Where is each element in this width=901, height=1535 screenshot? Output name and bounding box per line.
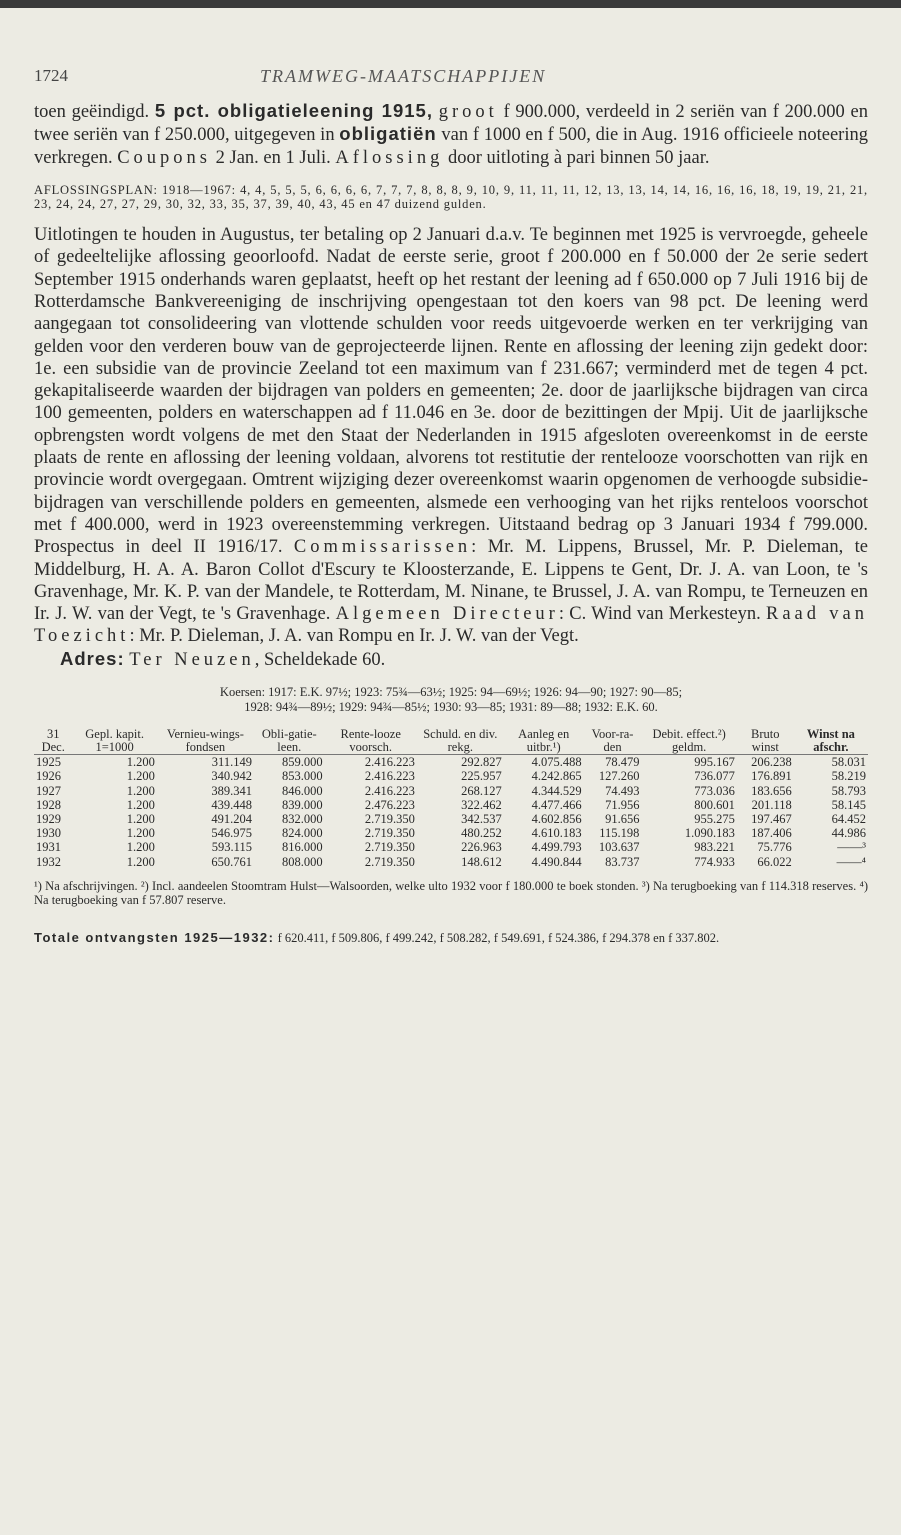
table-cell: 1928 <box>36 797 61 812</box>
table-cell: 491.204 <box>211 812 252 827</box>
adres-rest: , Scheldekade 60. <box>254 649 386 670</box>
financial-table <box>34 728 868 869</box>
table-cell: 808.000 <box>281 854 323 869</box>
table-cell: 115.198 <box>599 826 640 841</box>
totals-line <box>34 930 868 946</box>
col-header: Bruto winst <box>737 728 794 755</box>
table-cell: 176.891 <box>751 769 792 784</box>
page <box>34 64 868 959</box>
page-header <box>34 64 868 100</box>
table-cell: 1.200 <box>126 755 155 770</box>
table-cell: 955.275 <box>694 812 735 827</box>
table-cell: 268.127 <box>461 783 502 798</box>
body-paragraph <box>34 224 868 648</box>
table-cell: 1932 <box>36 854 61 869</box>
table-cell: 64.452 <box>831 812 866 827</box>
table-cell: 2.719.350 <box>364 812 415 827</box>
table-row <box>34 769 868 783</box>
table-cell: 71.956 <box>605 797 640 812</box>
table-cell: 480.252 <box>461 826 502 841</box>
directeur-label: Algemeen Directeur <box>335 604 559 625</box>
col-header: 31 Dec. <box>34 728 72 755</box>
table-cell: 4.602.856 <box>531 812 582 827</box>
table-cell: 1929 <box>36 812 61 827</box>
table-cell: 58.145 <box>831 797 866 812</box>
intro-text-9: 2 Jan. en 1 Juli. <box>211 147 336 168</box>
table-cell: 2.476.223 <box>364 797 415 812</box>
table-cell: 340.942 <box>211 769 252 784</box>
commissarissen-label: Commissarissen <box>293 537 472 558</box>
intro-groot: groot <box>438 102 498 122</box>
table-row <box>34 826 868 840</box>
koersen <box>34 685 868 714</box>
table-cell: 226.963 <box>461 840 502 855</box>
table-cell: 1931 <box>36 840 61 855</box>
table-row <box>34 798 868 812</box>
table-cell: 2.719.350 <box>364 840 415 855</box>
intro-aflossing: Aflossing <box>335 147 444 168</box>
table-cell: 206.238 <box>751 755 792 770</box>
intro-coupons: Coupons <box>117 147 212 168</box>
col-header: Aanleg en uitbr.¹) <box>504 728 584 755</box>
page-number: 1724 <box>34 66 68 85</box>
table-cell: 58.031 <box>831 755 866 770</box>
table-cell: 983.221 <box>694 840 735 855</box>
table-cell: 832.000 <box>281 812 323 827</box>
koersen-line-2: 1928: 94¾—89½; 1929: 94¾—85½; 1930: 93—85; 1931: 89—88; 1932: E.K. 60. <box>244 699 658 714</box>
table-cell: 593.115 <box>211 840 252 855</box>
body-text-7: : Mr. P. Dieleman, J. A. van Rompu en Ir. J. W. van der Vegt. <box>129 626 579 647</box>
table-cell: 322.462 <box>461 797 502 812</box>
adres-label: Adres: <box>60 647 125 669</box>
table-cell: 4.490.844 <box>531 854 582 869</box>
table-cell: 2.416.223 <box>364 783 415 798</box>
table-cell: 389.341 <box>211 783 252 798</box>
col-header: Voor-ra-den <box>584 728 642 755</box>
table-cell: 1925 <box>36 755 61 770</box>
body-text-5: : C. Wind van Merkesteyn. <box>558 604 766 625</box>
col-header: Schuld. en div. rekg. <box>417 728 504 755</box>
aflossingsplan: AFLOSSINGSPLAN: 1918—1967: 4, 4, 5, 5, 5, 6, 6, 6, 6, 7, 7, 7, 8, 8, 8, 9, 10, 9, 11, 11, 11, 12, 13, 13, 14, 14, 16, 16, 16, 18, 19, 19, 21, 21, 23, 24, 24, 27, 27, 29, 30, 32, 33, 35, 37, 39, 40, 43, 45 en 47 duizend gulden. <box>34 182 868 212</box>
intro-obligatien: obligatiën <box>339 123 437 145</box>
table-cell: 78.479 <box>605 755 640 770</box>
table-cell: 4.610.183 <box>531 826 582 841</box>
running-title: TRAMWEG-MAATSCHAPPIJEN <box>260 66 547 86</box>
table-cell: 774.933 <box>694 854 735 869</box>
table-cell: 1926 <box>36 769 61 784</box>
footnotes: ¹) Na afschrijvingen. ²) Incl. aandeelen Stoomtram Hulst—Walsoorden, welke ulto 1932 voor f 180.000 te boek stonden. ³) Na terugboeking van f 114.318 reserves. ⁴) Na terugboeking van f 57.807 reserve. <box>34 878 868 908</box>
adres-town: Ter Neuzen <box>129 649 255 670</box>
table-cell: 148.612 <box>461 854 502 869</box>
table-cell: 816.000 <box>281 840 323 855</box>
table-cell: 853.000 <box>281 769 323 784</box>
table-cell: 1930 <box>36 826 61 841</box>
table-cell: 66.022 <box>757 854 792 869</box>
totals-values: f 620.411, f 509.806, f 499.242, f 508.282, f 549.691, f 524.386, f 294.378 en f 337.802. <box>274 931 720 946</box>
table-cell: 4.477.466 <box>531 797 582 812</box>
table-cell: 839.000 <box>281 797 323 812</box>
col-header: Gepl. kapit. 1=1000 <box>72 728 156 755</box>
adres-line <box>34 648 868 671</box>
table-cell: 103.637 <box>598 840 640 855</box>
table-cell: 1.200 <box>126 840 155 855</box>
col-header: Rente-looze voorsch. <box>325 728 417 755</box>
table-cell: 201.118 <box>751 797 792 812</box>
table-cell: 342.537 <box>461 812 502 827</box>
koersen-line-1: Koersen: 1917: E.K. 97½; 1923: 75¾—63½; 1925: 94—69½; 1926: 94—90; 1927: 90—85; <box>219 685 683 700</box>
table-cell: 773.036 <box>694 783 735 798</box>
table-cell: 58.793 <box>831 783 866 798</box>
table-cell: 1.200 <box>126 854 155 869</box>
scan-top-edge <box>0 0 901 8</box>
table-cell: 1.200 <box>126 769 155 784</box>
table-row <box>34 840 868 854</box>
intro-text-7: van f 1000 en f 500, die in Aug. 1916 officieele noteering verkregen. <box>34 125 868 168</box>
table-cell: 2.719.350 <box>364 826 415 841</box>
table-cell: 846.000 <box>281 783 323 798</box>
table-cell: ——⁴ <box>836 854 866 869</box>
table-cell: 1.200 <box>126 783 155 798</box>
body-text-1: Uitlotingen te houden in Augustus, ter betaling op 2 Januari d.a.v. Te beginnen met 1925 is vervroegde, geheele of gedeeltelijke aflossing geoorloofd. Nadat de eerste serie, groot f 200.000 en f 50.000 der 2e serie sedert September 1915 onderhands waren geplaatst, heeft op het restant der leening ad f 650.000 op 7 Juli 1916 bij de Rotterdamsche Bankvereeniging de inschrijving opengestaan tot den koers van 98 pct. De leening werd aangegaan tot consolideering van vlottende schulden voor reeds uitgevoerde werken en ter verkrijging van gelden voor den verderen bouw van de geprojecteerde lijnen. Rente en aflossing der leening zijn gedekt door: 1e. een subsidie van de provincie Zeeland tot een maximum van f 231.667; verminderd met de tegen 4 pct. gekapitaliseerde waarden der bijdragen van polders en gemeenten; 2e. door de jaarlijksche bijdragen van circa 100 gemeenten, polders en waterschappen ad f 11.046 en 3e. door de bezittingen der Mpij. Uit de jaarlijksche opbrengsten wordt volgens de met den Staat der Nederlanden in 1915 afgesloten overeenkomst in de eerste plaats de rente en aflossing der leening voldaan, alvorens tot restitutie der rentelooze voorschotten van rijk en provincie wordt overgegaan. Omtrent wijziging dezer overeenkomst waarin opgenomen de verhoogde subsidie-bijdragen van verschillende polders en gemeenten, alsmede een verhooging van het rijks renteloos voorschot met f 400.000, werd in 1923 overeenstemming verkregen. Uitstaand bedrag op 3 Januari 1934 f 799.000. Prospectus in deel II 1916/17. <box>34 225 868 558</box>
table-header-row <box>34 728 868 755</box>
table-cell: 800.601 <box>694 797 735 812</box>
intro-paragraph <box>34 100 868 169</box>
table-cell: 736.077 <box>694 769 735 784</box>
table-cell: 83.737 <box>605 854 640 869</box>
table-cell: 1.200 <box>126 826 155 841</box>
table-cell: 44.986 <box>831 826 866 841</box>
table-row <box>34 755 868 770</box>
table-cell: 2.416.223 <box>364 755 415 770</box>
table-cell: 995.167 <box>694 755 735 770</box>
col-header: Winst na afschr. <box>794 728 868 755</box>
table-cell: 74.493 <box>605 783 640 798</box>
table-cell: 546.975 <box>211 826 252 841</box>
table-cell: 4.499.793 <box>531 840 582 855</box>
col-header: Vernieu-wings-fondsen <box>157 728 254 755</box>
table-cell: 75.776 <box>757 840 792 855</box>
table-cell: 1.200 <box>126 812 155 827</box>
table-cell: 197.467 <box>751 812 792 827</box>
table-cell: 187.406 <box>751 826 792 841</box>
intro-text-5: f 900.000, verdeeld in 2 seriën van f 200.000 en twee seriën van f 250.000, uitgegeven in <box>34 102 868 146</box>
table-row <box>34 812 868 826</box>
table-cell: ——³ <box>837 840 866 855</box>
table-cell: 2.416.223 <box>364 769 415 784</box>
table-cell: 127.260 <box>598 769 640 784</box>
table-cell: 91.656 <box>605 812 640 827</box>
table-cell: 1927 <box>36 783 61 798</box>
raad-label: Raad van Toezicht <box>34 604 868 647</box>
table-cell: 4.242.865 <box>531 769 582 784</box>
table-row <box>34 855 868 869</box>
table-cell: 4.344.529 <box>531 783 582 798</box>
table-cell: 183.656 <box>751 783 792 798</box>
table-cell: 1.090.183 <box>684 826 735 841</box>
table-row <box>34 784 868 798</box>
intro-text-1: toen geëindigd. <box>34 102 155 122</box>
table-cell: 650.761 <box>211 854 252 869</box>
totals-label: Totale ontvangsten 1925—1932: <box>34 930 275 946</box>
table-cell: 824.000 <box>281 826 323 841</box>
table-cell: 311.149 <box>211 755 252 770</box>
table-cell: 58.219 <box>831 769 866 784</box>
table-cell: 859.000 <box>281 755 323 770</box>
table-cell: 2.719.350 <box>364 854 415 869</box>
table-cell: 225.957 <box>461 769 502 784</box>
table-cell: 1.200 <box>126 797 155 812</box>
table-cell: 4.075.488 <box>531 755 582 770</box>
col-header: Debit. effect.²) geldm. <box>641 728 736 755</box>
table-cell: 292.827 <box>461 755 502 770</box>
body-text-3: : Mr. M. Lippens, Brussel, Mr. P. Dieleman, te Middelburg, H. A. A. Baron Collot d'Escury te Kloosterzande, E. Lippens te Gent, Dr. J. A. van Loon, te 's Gravenhage, Mr. K. P. van der Mandele, te Rotterdam, M. Ninane, te Brussel, J. A. van Rompu, te Terneuzen en Ir. J. W. van der Vegt, te 's Gravenhage. <box>34 537 869 625</box>
intro-text-11: door uitloting à pari binnen 50 jaar. <box>443 147 710 168</box>
col-header: Obli-gatie-leen. <box>254 728 325 755</box>
loan-title: 5 pct. obligatieleening 1915, <box>154 100 433 121</box>
table-cell: 439.448 <box>211 797 252 812</box>
